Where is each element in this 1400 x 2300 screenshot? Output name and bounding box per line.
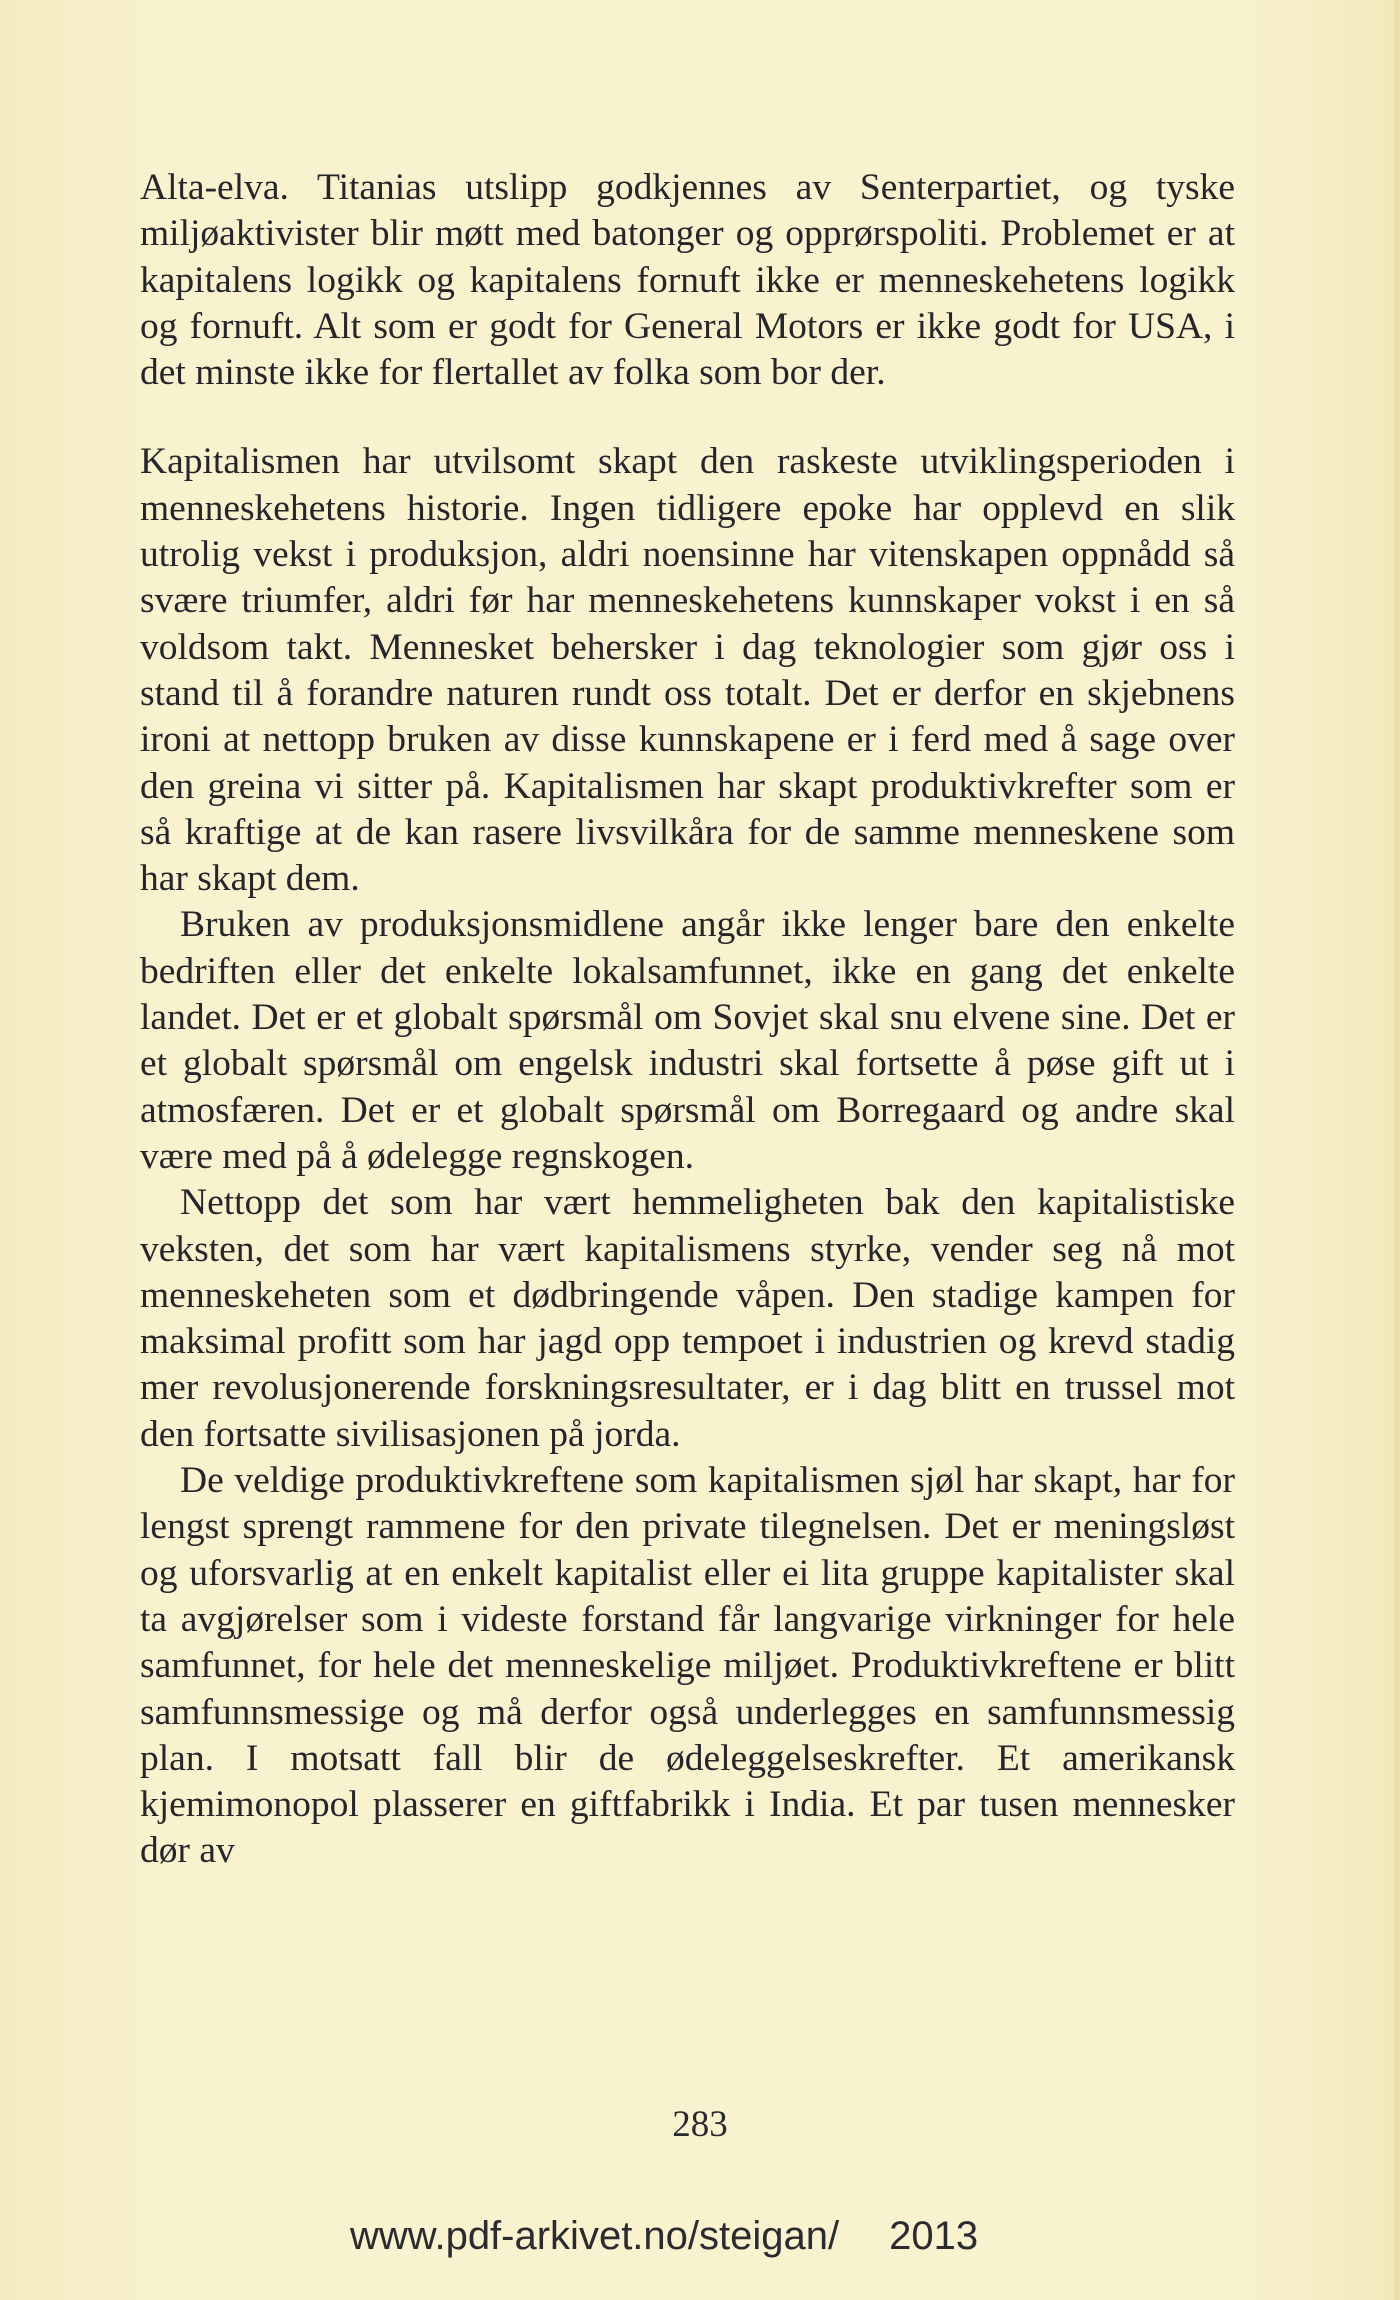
footer-watermark <box>350 2212 1070 2260</box>
paragraph-5: De veldige produktivkreftene som kapitalismen sjøl har skapt, har for lengst sprengt rammene for den private tilegnelsen. Det er meningsløst og uforsvarlig at en enkelt kapitalist eller ei lita gruppe kapitalister skal ta avgjørelser som i videste forstand får langvarige virkninger for hele samfunnet, for hele det menneskelige miljøet. Produktivkreftene er blitt samfunnsmessige og må derfor også underlegges en samfunnsmessig plan. I motsatt fall blir de ødeleggelseskrefter. Et amerikansk kjemimonopol plasserer en giftfabrikk i India. Et par tusen mennesker dør av <box>140 1460 1235 1872</box>
paragraph-1: Alta-elva. Titanias utslipp godkjennes av Senterpartiet, og tyske miljøaktivister blir møtt med batonger og opprørspoliti. Problemet er at kapitalens logikk og kapitalens fornuft ikke er menneskehetens logikk og fornuft. Alt som er godt for General Motors er ikke godt for USA, i det minste ikke for flertallet av folka som bor der. <box>140 167 1235 394</box>
paragraph-2: Kapitalismen har utvilsomt skapt den raskeste utviklingsperioden i menneskehetens historie. Ingen tidligere epoke har opplevd en slik utrolig vekst i produksjon, aldri noensinne har vitenskapen oppnådd så svære triumfer, aldri før har menneskehetens kunnskaper vokst i en så voldsom takt. Mennesket behersker i dag teknologier som gjør oss i stand til å forandre naturen rundt oss totalt. Det er derfor en skjebnens ironi at nettopp bruken av disse kunnskapene er i ferd med å sage over den greina vi sitter på. Kapitalismen har skapt produktivkrefter som er så kraftige at de kan rasere livsvilkåra for de samme menneskene som har skapt dem. <box>140 441 1235 900</box>
paragraph-3: Bruken av produksjonsmidlene angår ikke lenger bare den enkelte bedriften eller det enkelte lokalsamfunnet, ikke en gang det enkelte landet. Det er et globalt spørsmål om Sovjet skal snu elvene sine. Det er et globalt spørsmål om engelsk industri skal fortsette å pøse gift ut i atmosfæren. Det er et globalt spørsmål om Borregaard og andre skal være med på å ødelegge regnskogen. <box>140 904 1235 1177</box>
footer-year: 2013 <box>889 2214 979 2258</box>
body-text <box>140 165 1235 1875</box>
paragraph-4: Nettopp det som har vært hemmeligheten bak den kapitalistiske veksten, det som har vært kapitalismens styrke, vender seg nå mot menneskeheten som et dødbringende våpen. Den stadige kampen for maksimal profitt som har jagd opp tempoet i industrien og krevd stadig mer revolusjonerende forskningsresultater, er i dag blitt en trussel mot den fortsatte sivilisasjonen på jorda. <box>140 1182 1235 1455</box>
footer-url: www.pdf-arkivet.no/steigan/ <box>350 2214 840 2258</box>
page-number: 283 <box>672 2104 728 2145</box>
page-edge <box>1394 0 1400 2300</box>
